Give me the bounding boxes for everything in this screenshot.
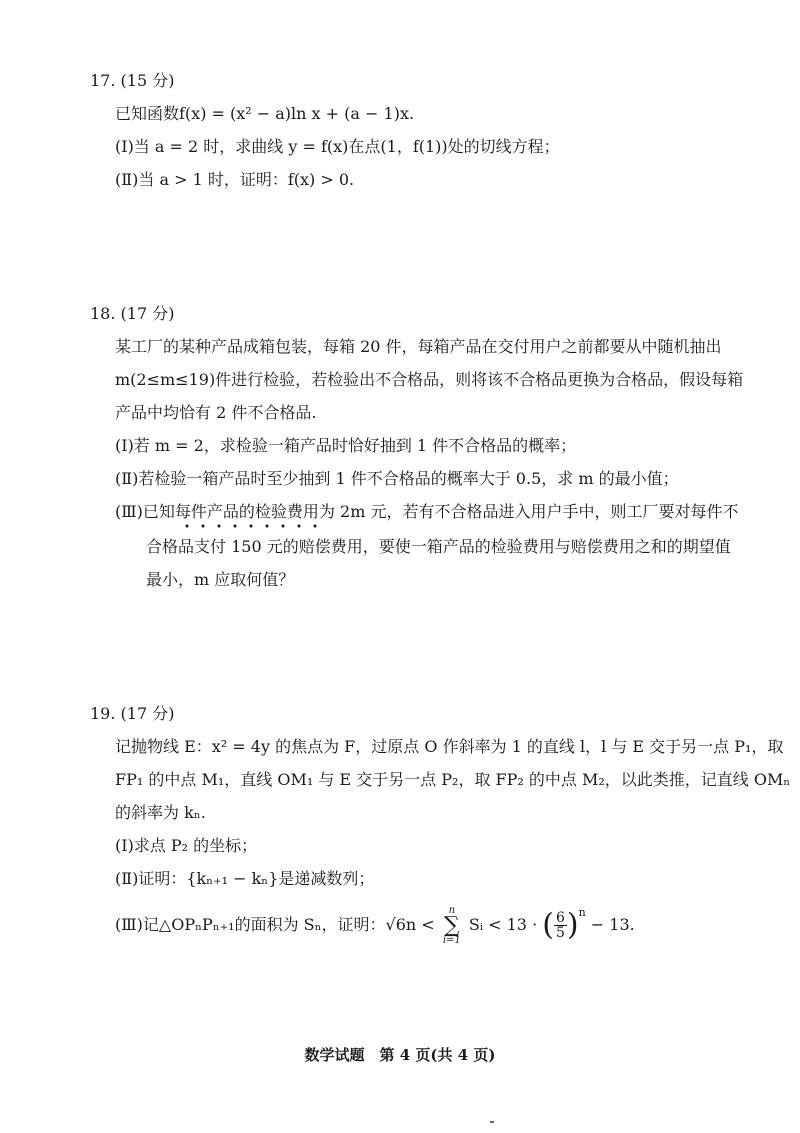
left-paren: ( [542,907,554,943]
exponent: n [578,906,586,919]
q18-part3-cont1: 合格品支付 150 元的赔偿费用，要使一箱产品的检验费用与赔偿费用之和的期望值 [146,537,731,556]
q18-intro-line1: 某工厂的某种产品成箱包装，每箱 20 件，每箱产品在交付用户之前都要从中随机抽出 [115,337,722,356]
q18-part3-prefix: (Ⅲ)已知 [115,502,175,521]
q19-intro-line2: FP₁ 的中点 M₁，直线 OM₁ 与 E 交于另一点 P₂，取 FP₂ 的中点 M₂，以此类推，记直线 OMₙ [115,770,791,789]
q19-heading: 19. (17 分) [90,704,175,723]
scan-speck [490,1121,494,1123]
fraction-numerator: 6 [555,910,565,926]
summation [443,906,461,946]
q18-heading: 18. (17 分) [90,304,175,323]
q18-part3-emphasis: 每件产品的检验费用 [174,502,319,521]
q17-intro: 已知函数f(x) = (x² − a)ln x + (a − 1)x. [115,104,415,123]
right-paren: ) [566,907,579,943]
q18-part3 [115,501,738,523]
q17-heading: 17. (15 分) [90,71,175,90]
q19-part2: (Ⅱ)证明：{kₙ₊₁ − kₙ}是递减数列； [115,869,375,888]
q17-part1: (Ⅰ)当 a = 2 时，求曲线 y = f(x)在点(1，f(1))处的切线方程； [115,137,560,156]
fraction-denominator: 5 [555,925,565,941]
q18-part3-cont2: 最小，m 应取何值？ [146,570,295,589]
sigma-symbol: ∑ [443,912,460,938]
q19-part3-middle: Sᵢ < 13 · [468,915,538,934]
q19-part3-tail: − 13. [590,915,635,934]
q18-part3-rest: 为 2m 元，若有不合格品进入用户手中，则工厂要对每件不 [318,502,739,521]
page-footer: 数学试题 第 4 页(共 4 页) [304,1046,496,1064]
q19-part1: (Ⅰ)求点 P₂ 的坐标； [115,836,258,855]
q18-intro-line3: 产品中均恰有 2 件不合格品. [115,403,317,422]
sum-upper-limit: n [448,904,456,916]
q19-part3-lead: (Ⅲ)记△OPₙPₙ₊₁的面积为 Sₙ，证明：√6n < [115,915,435,934]
fraction [554,911,567,940]
sum-lower-limit: i=1 [442,934,461,946]
q17-part2: (Ⅱ)当 a > 1 时，证明：f(x) > 0. [115,170,355,189]
q18-intro-line2: m(2≤m≤19)件进行检验，若检验出不合格品，则将该不合格品更换为合格品，假设每箱 [115,370,744,389]
q18-part2: (Ⅱ)若检验一箱产品时至少抽到 1 件不合格品的概率大于 0.5，求 m 的最小值； [115,469,679,488]
q19-intro-line3: 的斜率为 kₙ. [115,803,206,822]
q19-intro-line1: 记抛物线 E：x² = 4y 的焦点为 F，过原点 O 作斜率为 1 的直线 l，l 与 E 交于另一点 P₁，取 [115,737,784,756]
q18-part1: (Ⅰ)若 m = 2，求检验一箱产品时恰好抽到 1 件不合格品的概率； [115,436,577,455]
q19-part3 [115,905,635,946]
